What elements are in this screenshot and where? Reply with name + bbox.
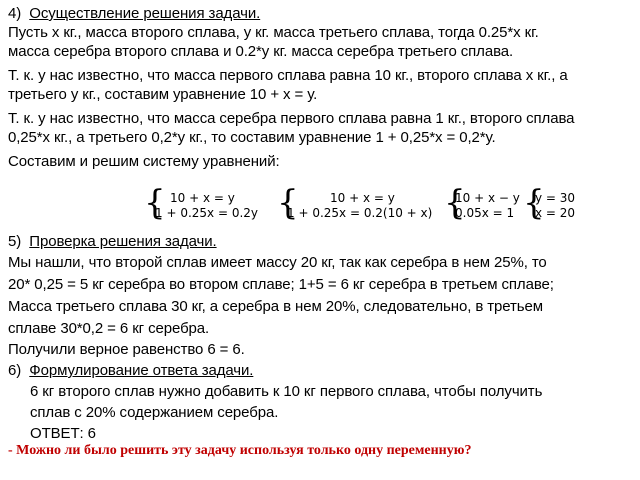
system-4-line-1: y = 30 (535, 191, 576, 205)
brace-2: { (277, 183, 299, 223)
section4-line-3: Т. к. у нас известно, что масса первого сплава равна 10 кг., второго сплава х кг., а (8, 67, 568, 84)
section5-line-4: сплаве 30*0,2 = 6 кг серебра. (8, 320, 210, 337)
section5-heading: Проверка решения задачи. (29, 233, 217, 250)
brace-4: { (523, 183, 545, 223)
system-1-line-1: 10 + x = y (170, 191, 235, 205)
system-2-line-2: 1 + 0.25x = 0.2(10 + x) (287, 206, 433, 220)
system-1-line-2: 1 + 0.25x = 0.2y (155, 206, 259, 220)
answer: ОТВЕТ: 6 (30, 425, 96, 442)
section6-line-1: 6 кг второго сплав нужно добавить к 10 кг первого сплава, чтобы получить (30, 383, 543, 400)
section4-line-5: Т. к. у нас известно, что масса серебра первого сплава равна 1 кг., второго сплава (8, 110, 575, 127)
section5-line-5: Получили верное равенство 6 = 6. (8, 341, 245, 358)
brace-3: { (444, 183, 466, 223)
section6-line-2: сплав с 20% содержанием серебра. (30, 404, 279, 421)
system-2-line-1: 10 + x = y (330, 191, 395, 205)
brace-1: { (144, 183, 166, 223)
section6-number: 6) (8, 362, 22, 379)
section4-line-4: третьего у кг., составим уравнение 10 + х = у. (8, 86, 318, 103)
section6-header (8, 361, 253, 380)
section4-line-7: Составим и решим систему уравнений: (8, 153, 280, 170)
question-text: - Можно ли было решить эту задачу используя только одну переменную? (8, 443, 472, 458)
system-3-line-2: 0.05x = 1 (455, 206, 515, 220)
section6-heading: Формулирование ответа задачи. (29, 362, 254, 379)
system-3-line-1: 10 + x − y (455, 191, 520, 205)
section4-line-1: Пусть х кг., масса второго сплава, у кг. масса третьего сплава, тогда 0.25*х кг. (8, 24, 539, 41)
section4-header (8, 4, 260, 23)
section5-number: 5) (8, 233, 22, 250)
section4-heading: Осуществление решения задачи. (29, 5, 261, 22)
section5-line-1: Мы нашли, что второй сплав имеет массу 20 кг, так как серебра в нем 25%, то (8, 254, 547, 271)
section5-header (8, 232, 217, 251)
section5-line-3: Масса третьего сплава 30 кг, а серебра в нем 20%, следовательно, в третьем (8, 298, 543, 315)
section4-number: 4) (8, 5, 22, 22)
section4-line-6: 0,25*х кг., а третьего 0,2*у кг., то составим уравнение 1 + 0,25*х = 0,2*у. (8, 129, 496, 146)
section4-line-2: масса серебра второго сплава и 0.2*у кг. масса серебра третьего сплава. (8, 43, 514, 60)
section5-line-2: 20* 0,25 = 5 кг серебра во втором сплаве; 1+5 = 6 кг серебра в третьем сплаве; (8, 276, 554, 293)
system-4-line-2: x = 20 (535, 206, 576, 220)
